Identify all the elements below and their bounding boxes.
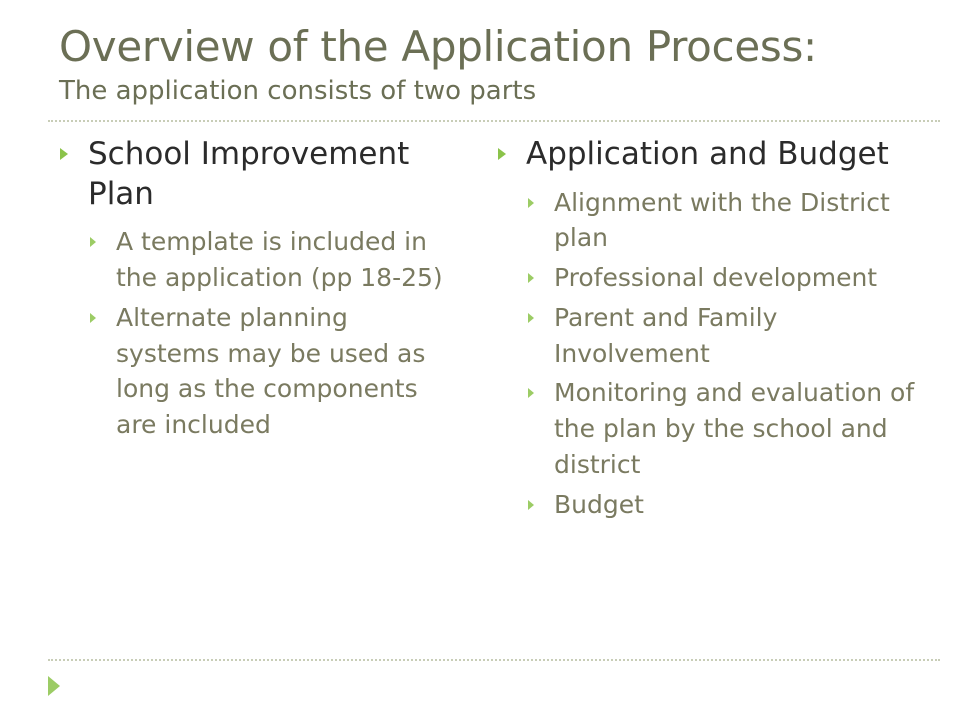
footer-arrow-icon	[48, 676, 60, 696]
left-column-list	[58, 224, 458, 443]
sub-bullet-arrow-icon	[528, 273, 534, 283]
list-item: Alternate planning systems may be used as long as the components are included	[88, 300, 458, 443]
left-column-heading-item	[58, 135, 458, 214]
left-column-heading: School Improvement Plan	[88, 136, 410, 212]
list-item: Parent and Family Involvement	[526, 300, 936, 372]
sub-bullet-arrow-icon	[528, 500, 534, 510]
sub-bullet-arrow-icon	[528, 388, 534, 398]
sub-bullet-arrow-icon	[528, 198, 534, 208]
list-item: A template is included in the application (pp 18-25)	[88, 224, 458, 296]
bottom-divider	[48, 659, 940, 661]
sub-bullet-arrow-icon	[90, 313, 96, 323]
right-column-heading-item	[496, 135, 936, 175]
list-item: Budget	[526, 487, 936, 523]
slide-subtitle: The application consists of two parts	[59, 76, 537, 107]
slide-title-block	[59, 24, 939, 106]
left-column	[58, 135, 458, 443]
list-item: Professional development	[526, 260, 936, 296]
list-item: Monitoring and evaluation of the plan by the school and district	[526, 375, 936, 482]
right-column-list	[496, 185, 936, 523]
sub-bullet-arrow-icon	[528, 313, 534, 323]
top-divider	[48, 120, 940, 122]
slide-title: Overview of the Application Process:	[59, 22, 817, 71]
sub-bullet-arrow-icon	[90, 237, 96, 247]
list-item: Alignment with the District plan	[526, 185, 936, 257]
bullet-arrow-icon	[498, 148, 506, 160]
right-column	[496, 135, 936, 522]
bullet-arrow-icon	[60, 148, 68, 160]
right-column-heading: Application and Budget	[526, 136, 889, 172]
